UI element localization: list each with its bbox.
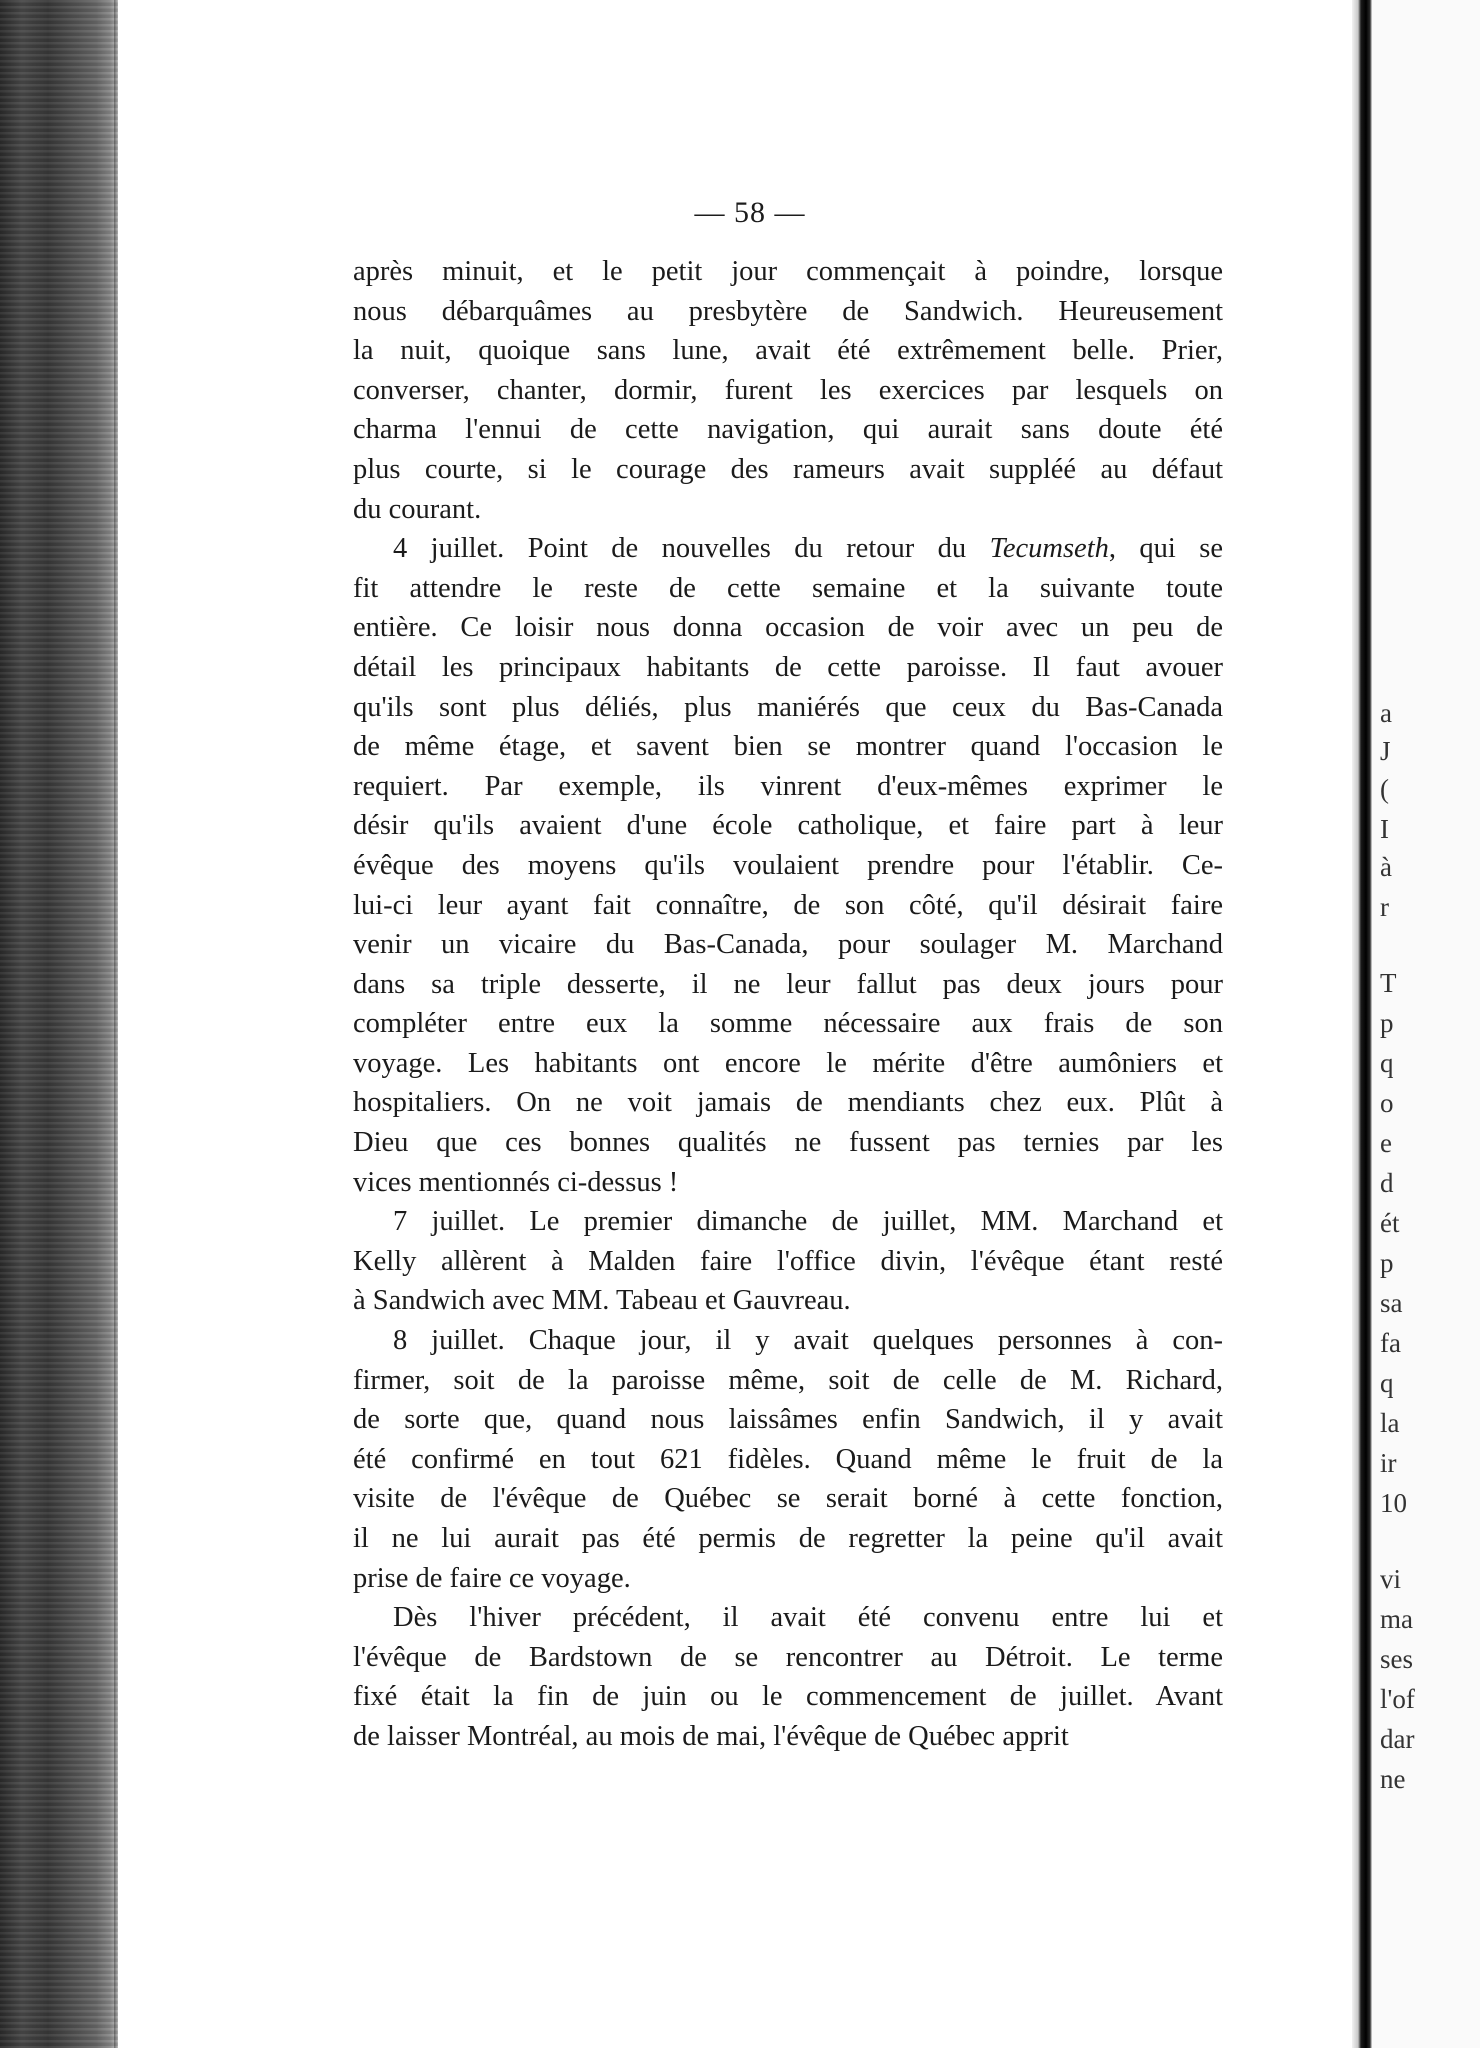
paragraph <box>353 529 1223 1202</box>
text-line: converser, chanter, dormir, furent les exercices par lesquels on <box>353 374 1223 406</box>
facing-text-fragment: q <box>1380 1048 1394 1078</box>
text-line: lui-ci leur ayant fait connaître, de son côté, qu'il désirait faire <box>353 889 1223 921</box>
text-line: dans sa triple desserte, il ne leur fallut pas deux jours pour <box>353 968 1223 1000</box>
text-line: de laisser Montréal, au mois de mai, l'évêque de Québec apprit <box>353 1720 1069 1752</box>
text-line: firmer, soit de la paroisse même, soit de celle de M. Richard, <box>353 1364 1223 1396</box>
text-line: requiert. Par exemple, ils vinrent d'eux-mêmes exprimer le <box>353 770 1223 802</box>
text-line: qu'ils sont plus déliés, plus maniérés que ceux du Bas-Canada <box>353 691 1223 723</box>
facing-page-fragment <box>1372 0 1480 2048</box>
text-line: de même étage, et savent bien se montrer quand l'occasion le <box>353 731 1223 763</box>
facing-text-fragment: l'of <box>1380 1684 1415 1714</box>
scan-left-margin <box>0 0 118 2048</box>
text-line: détail les principaux habitants de cette paroisse. Il faut avouer <box>353 651 1223 683</box>
text-line: été confirmé en tout 621 fidèles. Quand même le fruit de la <box>353 1443 1223 1475</box>
text-line: compléter entre eux la somme nécessaire aux frais de son <box>353 1008 1223 1040</box>
text-line: voyage. Les habitants ont encore le mérite d'être aumôniers et <box>353 1047 1223 1079</box>
paragraph <box>353 252 1223 529</box>
ship-name: Tecumseth <box>989 533 1109 565</box>
text-line: la nuit, quoique sans lune, avait été extrêmement belle. Prier, <box>353 335 1223 367</box>
text-line: fit attendre le reste de cette semaine et la suivante toute <box>353 572 1223 604</box>
text-line: 7 juillet. Le premier dimanche de juillet, MM. Marchand et <box>393 1206 1223 1238</box>
facing-text-fragment: fa <box>1380 1328 1401 1358</box>
text-line: fixé était la fin de juin ou le commencement de juillet. Avant <box>353 1681 1223 1713</box>
facing-text-fragment: ma <box>1380 1604 1413 1634</box>
paragraph <box>353 1321 1223 1598</box>
facing-text-fragment: a <box>1380 698 1392 728</box>
text-line: Kelly allèrent à Malden faire l'office divin, l'évêque étant resté <box>353 1245 1223 1277</box>
facing-text-fragment: o <box>1380 1088 1394 1118</box>
facing-text-fragment: ne <box>1380 1764 1406 1794</box>
facing-text-fragment: dar <box>1380 1724 1415 1754</box>
facing-text-fragment: la <box>1380 1408 1400 1438</box>
facing-text-fragment: ( <box>1380 774 1389 804</box>
text-line: l'évêque de Bardstown de se rencontrer au Détroit. Le terme <box>353 1641 1223 1673</box>
facing-text-fragment: e <box>1380 1128 1392 1158</box>
text-line: 4 juillet. Point de nouvelles du retour du Tecumseth, qui se <box>393 533 1223 565</box>
page-number: — 58 — <box>694 196 806 229</box>
facing-text-fragment: I <box>1380 814 1389 844</box>
paragraph <box>353 1202 1223 1321</box>
facing-text-fragment: vi <box>1380 1564 1402 1594</box>
facing-text-fragment: T <box>1380 968 1397 998</box>
text-line: venir un vicaire du Bas-Canada, pour soulager M. Marchand <box>353 929 1223 961</box>
facing-text-fragment: sa <box>1380 1288 1403 1318</box>
book-gutter <box>1352 0 1372 2048</box>
facing-text-fragment: ir <box>1380 1448 1397 1478</box>
text-line: vices mentionnés ci-dessus ! <box>353 1166 679 1198</box>
text-line: 8 juillet. Chaque jour, il y avait quelques personnes à con- <box>393 1325 1223 1357</box>
text-line: du courant. <box>353 493 482 525</box>
facing-text-fragment: à <box>1380 852 1392 882</box>
text-line: Dès l'hiver précédent, il avait été convenu entre lui et <box>393 1602 1223 1634</box>
text-line: hospitaliers. On ne voit jamais de mendiants chez eux. Plût à <box>353 1087 1223 1119</box>
text-line: à Sandwich avec MM. Tabeau et Gauvreau. <box>353 1285 851 1317</box>
facing-text-fragment: ét <box>1380 1208 1400 1238</box>
text-line: visite de l'évêque de Québec se serait borné à cette fonction, <box>353 1483 1223 1515</box>
facing-text-fragment: ses <box>1380 1644 1413 1674</box>
facing-text-fragment: p <box>1380 1008 1394 1038</box>
text-line: après minuit, et le petit jour commençait à poindre, lorsque <box>353 256 1223 287</box>
text-line: prise de faire ce voyage. <box>353 1562 631 1594</box>
text-line: désir qu'ils avaient d'une école catholique, et faire part à leur <box>353 810 1223 842</box>
text-line: il ne lui aurait pas été permis de regretter la peine qu'il avait <box>353 1523 1223 1554</box>
text-line: charma l'ennui de cette navigation, qui aurait sans doute été <box>353 414 1223 446</box>
text-line: entière. Ce loisir nous donna occasion de voir avec un peu de <box>353 612 1223 644</box>
facing-text-fragment: 10 <box>1380 1488 1407 1518</box>
facing-text-fragment: r <box>1380 892 1389 922</box>
text-line: plus courte, si le courage des rameurs avait suppléé au défaut <box>353 453 1223 485</box>
body-text <box>353 252 1223 1757</box>
paragraph <box>353 1598 1223 1756</box>
text-line: nous débarquâmes au presbytère de Sandwich. Heureusement <box>353 295 1223 327</box>
facing-text-fragment: d <box>1380 1168 1394 1198</box>
facing-text-fragment: J <box>1380 736 1391 766</box>
facing-text-fragment: p <box>1380 1248 1394 1278</box>
text-line: de sorte que, quand nous laissâmes enfin Sandwich, il y avait <box>353 1404 1223 1436</box>
facing-text-fragment: q <box>1380 1368 1394 1398</box>
text-line: évêque des moyens qu'ils voulaient prendre pour l'établir. Ce- <box>353 849 1223 881</box>
text-line: Dieu que ces bonnes qualités ne fussent pas ternies par les <box>353 1127 1223 1159</box>
